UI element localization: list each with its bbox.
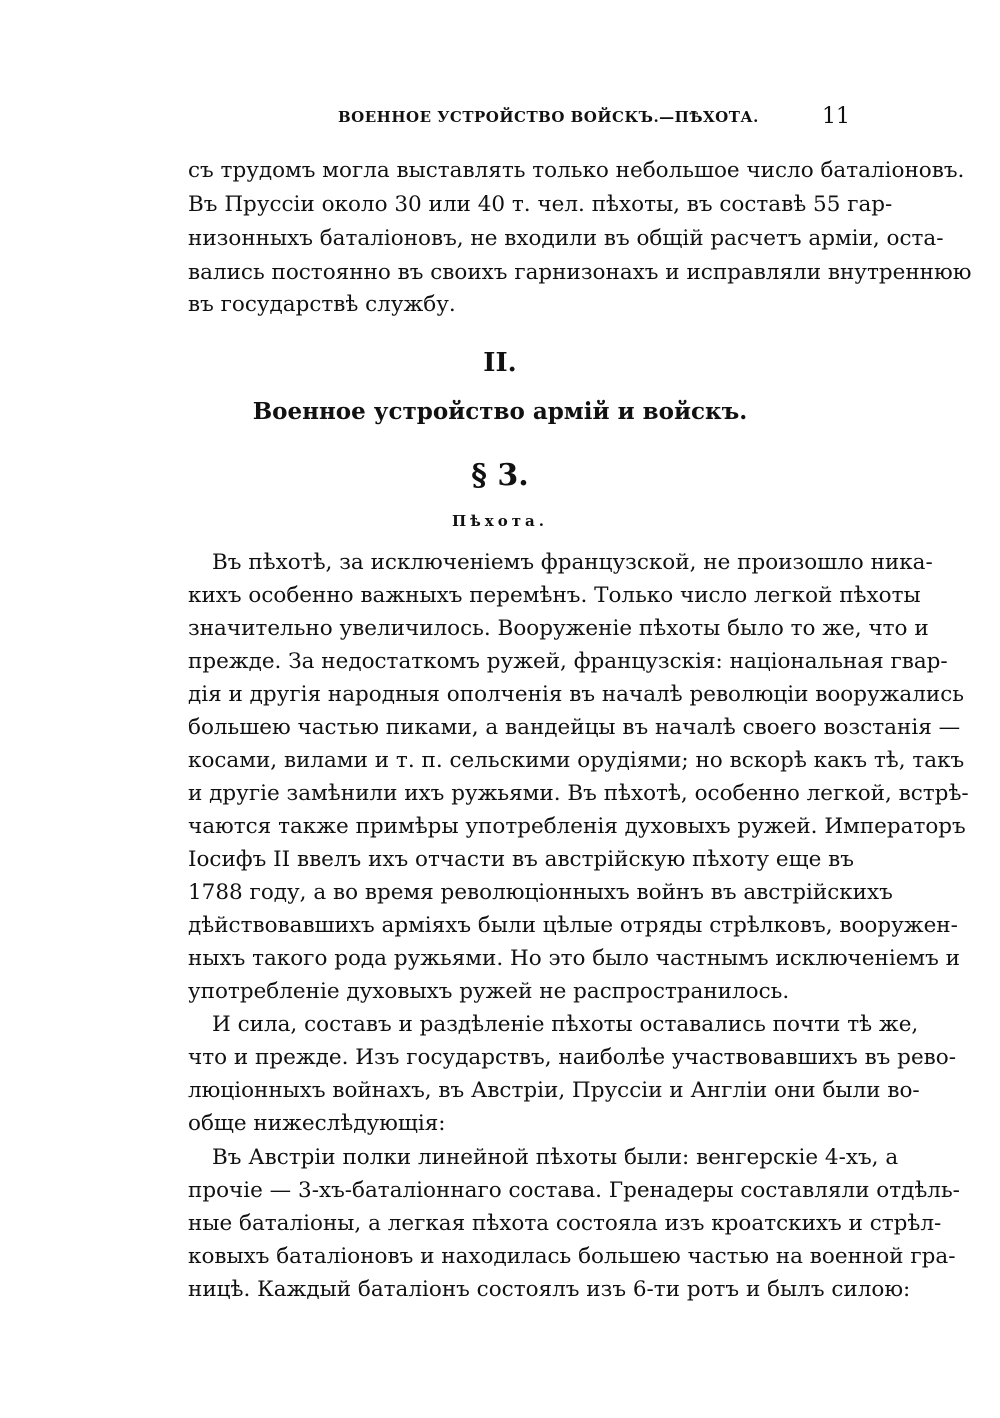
page-number: 11 bbox=[822, 104, 850, 129]
text-line: Іосифъ II ввелъ ихъ отчасти въ австрійскую пѣхоту еще въ bbox=[188, 847, 854, 872]
text-line: и другіе замѣнили ихъ ружьями. Въ пѣхотѣ, особенно легкой, встрѣ- bbox=[188, 781, 969, 806]
text-line: употребленіе духовыхъ ружей не распространилось. bbox=[188, 979, 790, 1004]
text-line: 1788 году, а во время революціонныхъ войнъ въ австрійскихъ bbox=[188, 880, 893, 905]
text-line: люціонныхъ войнахъ, въ Австріи, Пруссіи и Англіи они были во- bbox=[188, 1078, 920, 1103]
text-line: дія и другія народныя ополченія въ началѣ революціи вооружались bbox=[188, 682, 964, 707]
text-line: кихъ особенно важныхъ перемѣнъ. Только число легкой пѣхоты bbox=[188, 583, 921, 608]
text-line: дѣйствовавшихъ арміяхъ были цѣлые отряды стрѣлковъ, вооружен- bbox=[188, 913, 958, 938]
chapter-title: Военное устройство армій и войскъ. bbox=[252, 398, 748, 425]
text-line: ныхъ такого рода ружьями. Но это было частнымъ исключеніемъ и bbox=[188, 946, 960, 971]
text-line: Въ Австріи полки линейной пѣхоты были: венгерскіе 4-хъ, а bbox=[212, 1145, 899, 1170]
text-line: съ трудомъ могла выставлять только небольшое число баталіоновъ. bbox=[188, 158, 965, 183]
text-line: большею частью пиками, а вандейцы въ началѣ своего возстанія — bbox=[188, 715, 961, 740]
text-line: низонныхъ баталіоновъ, не входили въ общій расчетъ арміи, оста- bbox=[188, 226, 944, 251]
text-line: Въ Пруссіи около 30 или 40 т. чел. пѣхоты, въ составѣ 55 гар- bbox=[188, 192, 893, 217]
text-line: прочіе — 3-хъ-баталіоннаго состава. Гренадеры составляли отдѣль- bbox=[188, 1178, 960, 1203]
text-line: чаются также примѣры употребленія духовыхъ ружей. Императоръ bbox=[188, 814, 966, 839]
text-line: значительно увеличилось. Вооруженіе пѣхоты было то же, что и bbox=[188, 616, 929, 641]
text-line: въ государствѣ службу. bbox=[188, 292, 456, 317]
chapter-numeral: II. bbox=[483, 348, 517, 378]
text-line: ковыхъ баталіоновъ и находилась большею частью на военной гра- bbox=[188, 1244, 956, 1269]
section-subtitle: Пѣхота. bbox=[452, 512, 548, 530]
text-line: косами, вилами и т. п. сельскими орудіями; но вскорѣ какъ тѣ, такъ bbox=[188, 748, 965, 773]
text-line: ницѣ. Каждый баталіонъ состоялъ изъ 6-ти ротъ и былъ силою: bbox=[188, 1277, 911, 1302]
text-line: прежде. За недостаткомъ ружей, французскія: національная гвар- bbox=[188, 649, 948, 674]
text-line: обще нижеслѣдующія: bbox=[188, 1111, 446, 1136]
text-line: Въ пѣхотѣ, за исключеніемъ французской, не произошло ника- bbox=[212, 550, 933, 575]
section-mark: § 3. bbox=[471, 458, 529, 493]
text-line: что и прежде. Изъ государствъ, наиболѣе участвовавшихъ въ рево- bbox=[188, 1045, 956, 1070]
text-line: И сила, составъ и раздѣленіе пѣхоты оставались почти тѣ же, bbox=[212, 1012, 919, 1037]
text-line: вались постоянно въ своихъ гарнизонахъ и исправляли внутреннюю bbox=[188, 260, 972, 285]
running-title: ВОЕННОЕ УСТРОЙСТВО ВОЙСКЪ.—ПѢХОТА. bbox=[338, 108, 759, 126]
running-head bbox=[188, 104, 852, 134]
text-line: ные баталіоны, а легкая пѣхота состояла изъ кроатскихъ и стрѣл- bbox=[188, 1211, 942, 1236]
